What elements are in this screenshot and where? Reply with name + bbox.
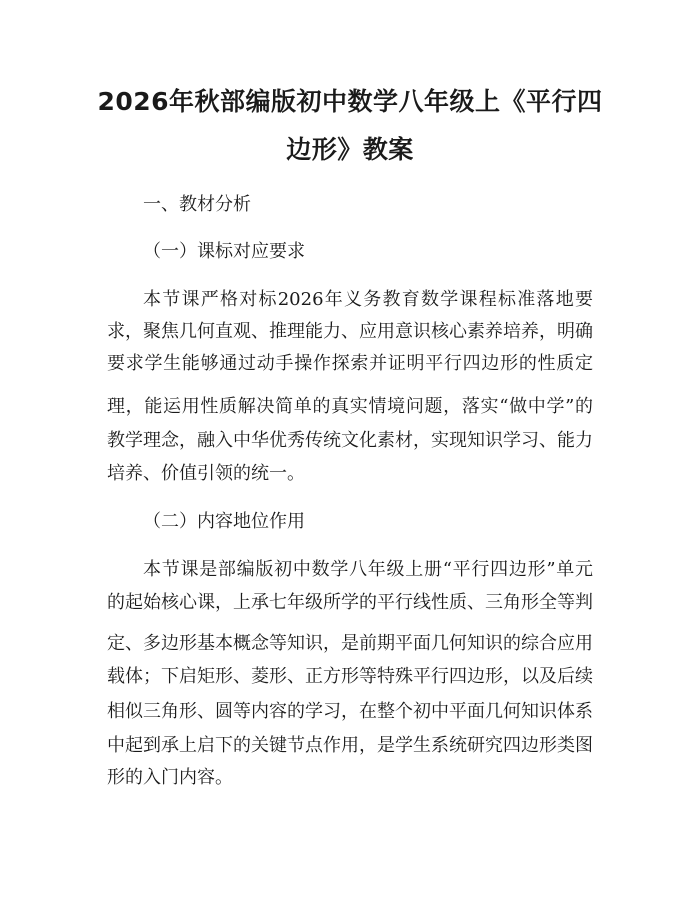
document-title-line-1: 2026年秋部编版初中数学八年级上《平行四 — [97, 87, 603, 116]
paragraph-line: 载体；下启矩形、菱形、正方形等特殊平行四边形，以及后续 — [107, 666, 593, 687]
paragraph-line: 相似三角形、圆等内容的学习，在整个初中平面几何知识体系 — [107, 701, 593, 722]
document-title-line-2: 边形》教案 — [286, 135, 414, 164]
paragraph-line: 的起始核心课，上承七年级所学的平行线性质、三角形全等判 — [107, 592, 593, 613]
paragraph-line: 要求学生能够通过动手操作探索并证明平行四边形的性质定 — [107, 353, 593, 374]
paragraph-line: 本节课严格对标2026年义务教育数学课程标准落地要 — [143, 289, 593, 310]
paragraph-line: 教学理念，融入中华优秀传统文化素材，实现知识学习、能力 — [107, 430, 593, 451]
paragraph-line: 本节课是部编版初中数学八年级上册“平行四边形”单元 — [143, 559, 593, 580]
paragraph-line: 培养、价值引领的统一。 — [107, 463, 305, 484]
paragraph-line: 中起到承上启下的关键节点作用，是学生系统研究四边形类图 — [107, 735, 593, 756]
paragraph-line: 形的入门内容。 — [107, 767, 233, 788]
paragraph-line: 定、多边形基本概念等知识，是前期平面几何知识的综合应用 — [107, 633, 593, 654]
paragraph-line: 理，能运用性质解决简单的真实情境问题，落实“做中学”的 — [107, 396, 593, 417]
section-heading-teaching-material-analysis: 一、教材分析 — [143, 194, 251, 215]
subsection-heading-content-position-role: （二）内容地位作用 — [143, 511, 305, 532]
subsection-heading-curriculum-requirements: （一）课标对应要求 — [143, 241, 305, 262]
paragraph-line: 求，聚焦几何直观、推理能力、应用意识核心素养培养，明确 — [107, 321, 593, 342]
